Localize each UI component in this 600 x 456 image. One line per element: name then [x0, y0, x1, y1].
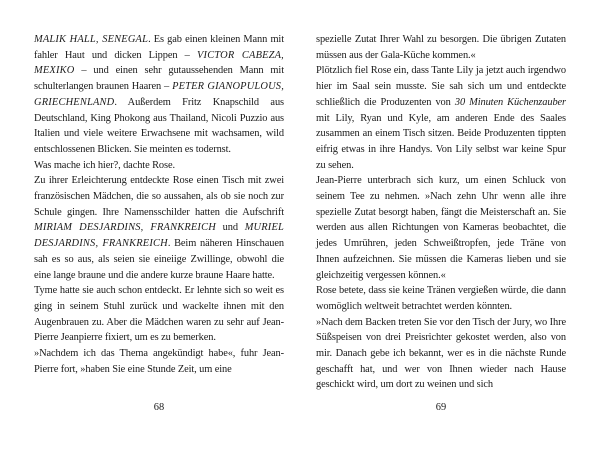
emphasized-text: MURIEL DESJARDINS, FRANKREICH	[34, 222, 284, 250]
text-run: »Nachdem ich das Thema angekündigt habe«, fuhr Jean-Pierre fort, »haben Sie eine Stunde Zeit, um eine	[34, 348, 284, 375]
paragraph	[316, 32, 566, 63]
text-run: spezielle Zutat Ihrer Wahl zu besorgen. Die übrigen Zutaten müssen aus der Gala-Küche kommen.«	[316, 34, 566, 61]
text-run: – und einen sehr gutaussehenden Mann mit schulterlangen braunen Haaren –	[34, 65, 284, 93]
paragraph	[316, 283, 566, 314]
paragraph	[34, 173, 284, 283]
paragraph	[316, 63, 566, 173]
right-page	[316, 32, 566, 393]
paragraph	[316, 173, 566, 283]
left-page-number: 68	[153, 402, 165, 413]
text-run: . Außerdem Fritz Knapschild aus Deutschland, King Phokong aus Thailand, Nicoli Puzzio aus Italien und viele weitere Erwachsene mit wachsamen, wild entschlossenen Blicken. Sie meinten es todernst.	[34, 96, 284, 155]
left-page-text	[34, 32, 284, 377]
text-run: Plötzlich fiel Rose ein, dass Tante Lily ja jetzt auch irgendwo hier im Saal sein musste. Sie sah sich um und entdeckte schließlich die Produzenten von	[316, 65, 566, 108]
text-run: »Nach dem Backen treten Sie vor den Tisch der Jury, wo Ihre Süßspeisen von drei Preisrichter gekostet werden, also von mir. Danach gebe ich bekannt, wer es in die nächste Runde geschafft hat, und wer von Ihnen wieder nach Hause geschickt wird, um dort zu weinen und sich	[316, 316, 566, 391]
text-run: Jean-Pierre unterbrach sich kurz, um einen Schluck von seinem Tee zu nehmen. »Nach zehn Uhr wenn alle ihre spezielle Zutat besorgt haben, fängt die Meisterschaft an. Sie werden aus allen Richtungen von Kameras beobachtet, die jedes Umrühren, jeden Schweißtropfen, jede Träne von Ihnen aufzeichnen. Sie müssen die Kameras lieben und sie gleichzeitig vergessen können.«	[316, 175, 566, 281]
text-run: und	[215, 222, 245, 234]
text-run: Was mache ich hier?, dachte Rose.	[34, 159, 175, 171]
paragraph	[34, 346, 284, 377]
paragraph	[34, 32, 284, 158]
paragraph	[316, 315, 566, 394]
emphasized-text: PETER GIANOPULOUS, GRIECHENLAND	[34, 81, 285, 108]
text-run: Rose betete, dass sie keine Tränen vergießen würde, die dann womöglich weltweit betrachtet werden könnten.	[316, 285, 566, 312]
paragraph	[34, 283, 284, 346]
text-run: Zu ihrer Erleichterung entdeckte Rose einen Tisch mit zwei französischen Mädchen, die so aussahen, als ob sie noch zur Schule gingen. Ihre Namensschilder hatten die Aufschrift	[34, 175, 284, 218]
emphasized-text: MALIK HALL, SENEGAL	[34, 34, 149, 45]
emphasized-text: MIRIAM DESJARDINS, FRANKREICH	[34, 222, 216, 234]
text-run: Tyme hatte sie auch schon entdeckt. Er lehnte sich so weit es ging in seinem Stuhl zurück und wackelte ihnen mit den Augenbrauen zu. Aber die Mädchen waren zu sehr auf Jean-Pierre Jeanpierre fixiert, um es zu bemerken.	[34, 285, 284, 344]
right-page-number: 69	[435, 402, 447, 413]
text-run: mit Lily, Ryan und Kyle, am anderen Ende des Saales zusammen an einem Tisch sitzen. Beide Produzenten tippten eifrig etwas in ihre Handys. Von Lily selbst war keine Spur zu sehen.	[316, 112, 566, 171]
text-run: . Es gab einen kleinen Mann mit fahler Haut und dicken Lippen –	[34, 34, 284, 61]
emphasized-text: 30 Minuten Küchenzauber	[454, 96, 566, 108]
paragraph	[34, 158, 284, 174]
emphasized-text: VICTOR CABEZA, MEXIKO	[34, 49, 284, 77]
right-page-text	[316, 32, 566, 393]
text-run: . Beim näheren Hinschauen sah es so aus, als seien sie eineiige Zwillinge, obwohl die eine lange braune und die andere kurze braune Haare hatte.	[34, 238, 284, 281]
left-page	[34, 32, 284, 377]
